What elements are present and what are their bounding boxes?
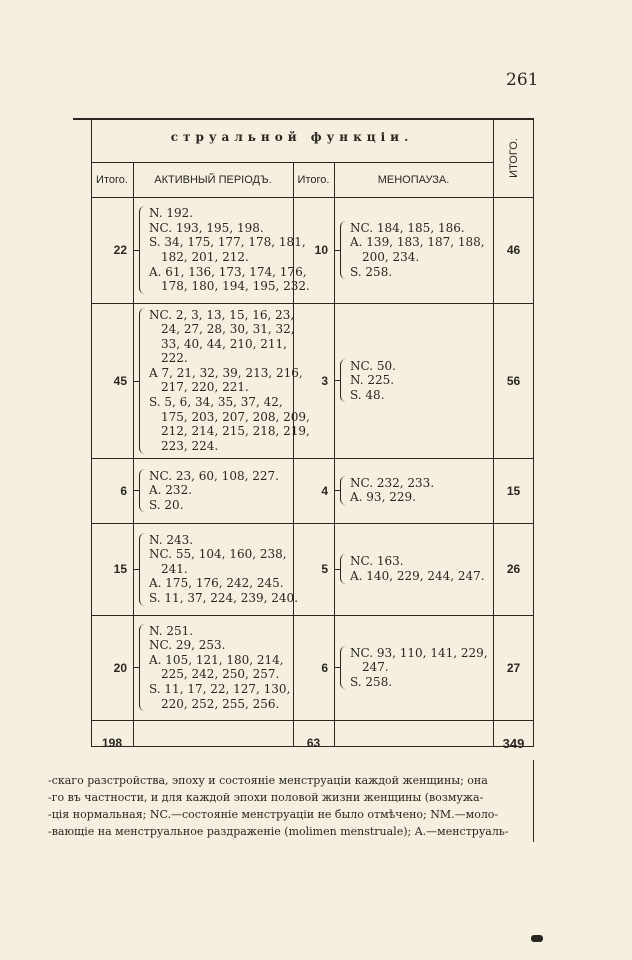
case-line: N. 243. xyxy=(149,532,194,547)
case-line: NC. 2, 3, 13, 15, 16, 23, xyxy=(149,307,295,322)
case-line: S. 11, 37, 224, 239, 240. xyxy=(149,590,299,605)
case-line: S. 5, 6, 34, 35, 37, 42, xyxy=(149,395,283,410)
menopause-total: 10 xyxy=(314,243,328,257)
case-line: 33, 40, 44, 210, 211, xyxy=(161,336,287,351)
menopause-brace xyxy=(340,359,346,403)
case-line: S. 20. xyxy=(149,497,184,512)
active-brace xyxy=(139,533,145,606)
menopause-cases xyxy=(350,359,396,403)
header-menopause: МЕНОПАУЗА. xyxy=(377,174,450,186)
case-line: 241. xyxy=(161,561,188,576)
case-line: NC. 193, 195, 198. xyxy=(149,220,264,235)
active-cases xyxy=(149,624,290,712)
case-line: S. 258. xyxy=(350,264,393,279)
case-line: A. 139, 183, 187, 188, xyxy=(350,235,485,250)
active-brace xyxy=(139,308,145,454)
case-line: NC. 232, 233. xyxy=(350,475,435,490)
menopause-brace xyxy=(340,476,346,505)
menopause-total: 5 xyxy=(321,562,328,576)
header-total-menopause: Итого. xyxy=(297,174,330,186)
page-number: 261 xyxy=(506,70,539,90)
active-cases xyxy=(149,308,310,454)
footer-line: -скаго разстройства, эпоху и состояніе менструаціи каждой женщины; она xyxy=(48,774,488,787)
row-separator xyxy=(91,615,534,616)
active-total: 6 xyxy=(120,483,127,498)
header-bottom-rule xyxy=(91,197,534,198)
footer-line: -ція нормальная; NC.—состояніе менструаціи не было отмѣчено; NM.—моло- xyxy=(48,808,499,821)
case-line: 217, 220, 221. xyxy=(161,380,249,395)
case-line: S. 48. xyxy=(350,387,385,402)
case-line: 178, 180, 194, 195, 232. xyxy=(161,279,310,294)
menopause-total: 4 xyxy=(321,483,328,498)
case-line: NC. 23, 60, 108, 227. xyxy=(149,468,279,483)
active-brace xyxy=(139,469,145,513)
active-total: 15 xyxy=(113,562,127,576)
grand-total: 26 xyxy=(506,562,521,576)
case-line: NC. 50. xyxy=(350,358,396,373)
case-line: 220, 252, 255, 256. xyxy=(161,696,280,711)
row-separator xyxy=(91,303,534,304)
case-line: A 7, 21, 32, 39, 213, 216, xyxy=(149,365,303,380)
header-total-active: Итого. xyxy=(96,174,128,186)
case-line: A. 61, 136, 173, 174, 176, xyxy=(149,264,307,279)
active-total: 45 xyxy=(113,373,127,388)
case-line: NC. 93, 110, 141, 229, xyxy=(350,645,488,660)
active-cases xyxy=(149,469,279,513)
grand-total: 46 xyxy=(506,243,521,257)
row-separator xyxy=(91,720,534,721)
case-line: 24, 27, 28, 30, 31, 32, xyxy=(161,322,295,337)
table-right-rule xyxy=(533,118,534,747)
case-line: A. 140, 229, 244, 247. xyxy=(350,568,485,583)
table-top-rule xyxy=(73,118,534,120)
case-line: A. 105, 121, 180, 214, xyxy=(149,652,284,667)
row-separator xyxy=(91,523,534,524)
case-line: 200, 234. xyxy=(362,249,420,264)
case-line: NC. 184, 185, 186. xyxy=(350,220,465,235)
menopause-cases xyxy=(350,221,485,279)
sum-active-total: 198 xyxy=(101,736,123,750)
menopause-brace xyxy=(340,646,346,690)
case-line: A. 232. xyxy=(149,483,193,498)
menopause-cases xyxy=(350,476,434,505)
menopause-total: 6 xyxy=(321,660,328,675)
active-brace xyxy=(139,206,145,294)
case-line: N. 192. xyxy=(149,206,194,221)
footer-text xyxy=(48,772,532,840)
header-grand-total: ИТОГО. xyxy=(507,137,520,178)
footer-line: -го въ частности, и для каждой эпохи половой жизни женщины (возмужа- xyxy=(48,791,484,804)
row-separator xyxy=(91,458,534,459)
case-line: 225, 242, 250, 257. xyxy=(161,667,280,682)
footer-side-rule xyxy=(533,760,534,842)
case-line: 182, 201, 212. xyxy=(161,249,249,264)
active-cases xyxy=(149,206,310,294)
case-line: A. 93, 229. xyxy=(350,490,416,505)
active-total: 22 xyxy=(113,243,127,257)
case-line: N. 251. xyxy=(149,623,194,638)
table-title: струальной функціи. xyxy=(170,130,414,144)
case-line: 212, 214, 215, 218, 219, xyxy=(161,424,310,439)
grand-total: 15 xyxy=(506,483,521,498)
case-line: 175, 203, 207, 208, 209, xyxy=(161,409,310,424)
col-rule-4 xyxy=(493,118,494,747)
case-line: S. 11, 17, 22, 127, 130, xyxy=(149,682,291,697)
statistics-table xyxy=(91,118,534,751)
menopause-total: 3 xyxy=(321,373,328,388)
case-line: A. 175, 176, 242, 245. xyxy=(149,576,284,591)
header-active-period: АКТИВНЫЙ ПЕРІОДЪ. xyxy=(154,174,272,186)
active-total: 20 xyxy=(113,660,127,675)
grand-total: 56 xyxy=(506,373,521,388)
case-line: S. 34, 175, 177, 178, 181, xyxy=(149,235,306,250)
case-line: 222. xyxy=(161,351,188,366)
case-line: 247. xyxy=(362,660,389,675)
case-line: N. 225. xyxy=(350,373,395,388)
footer-line: -вающіе на менструальное раздраженіе (molimen menstruale); A.—менструаль- xyxy=(48,825,509,838)
menopause-brace xyxy=(340,221,346,279)
ink-mark xyxy=(531,935,543,942)
case-line: S. 258. xyxy=(350,674,393,689)
case-line: 223, 224. xyxy=(161,438,219,453)
active-cases xyxy=(149,533,298,606)
sum-grand-total: 349 xyxy=(502,736,525,751)
table-left-rule xyxy=(91,118,92,747)
menopause-cases xyxy=(350,646,488,690)
grand-total: 27 xyxy=(506,660,521,675)
active-brace xyxy=(139,624,145,712)
case-line: NC. 163. xyxy=(350,554,404,569)
case-line: NC. 29, 253. xyxy=(149,638,226,653)
case-line: NC. 55, 104, 160, 238, xyxy=(149,547,287,562)
menopause-brace xyxy=(340,554,346,583)
sum-menopause-total: 63 xyxy=(306,736,321,750)
menopause-cases xyxy=(350,554,485,583)
